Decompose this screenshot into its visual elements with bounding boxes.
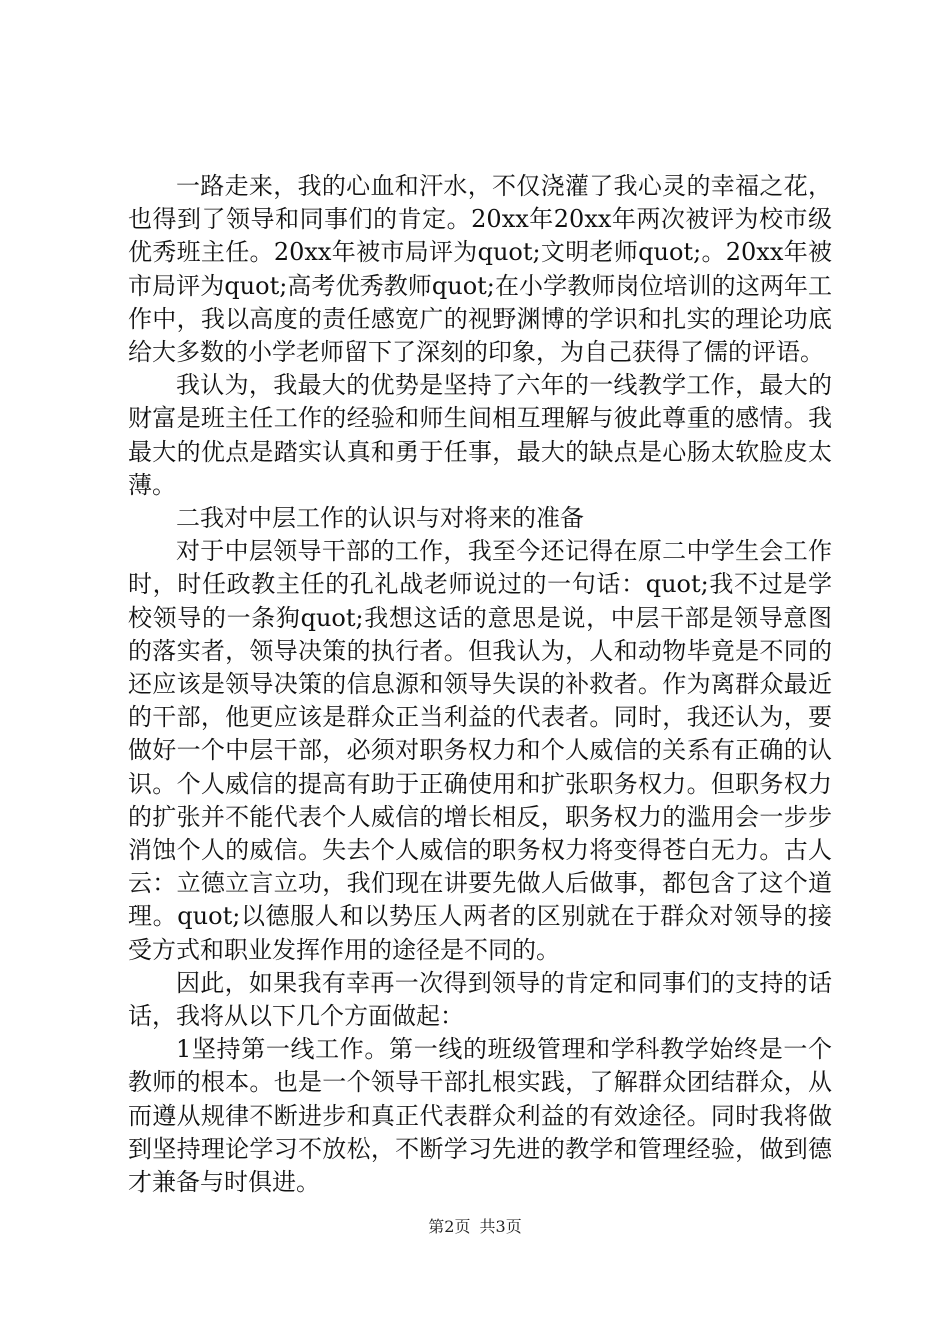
- paragraph-achievements: 一路走来，我的心血和汗水，不仅浇灌了我心灵的幸福之花，也得到了领导和同事们的肯定。20xx年20xx年两次被评为校市级优秀班主任。20xx年被市局评为quot;文明老师quot;。20xx年被市局评为quot;高考优秀教师quot;在小学教师岗位培训的这两年工作中，我以高度的责任感宽广的视野渊博的学识和扎实的理论功底给大多数的小学老师留下了深刻的印象，为自己获得了儒的评语。: [128, 172, 832, 367]
- paragraph-plan-item-1: 1坚持第一线工作。第一线的班级管理和学科教学始终是一个教师的根本。也是一个领导干部扎根实践，了解群众团结群众，从而遵从规律不断进步和真正代表群众利益的有效途径。同时我将做到坚持理论学习不放松，不断学习先进的教学和管理经验，做到德才兼备与时俱进。: [128, 1035, 832, 1197]
- page-total: 共3页: [479, 1217, 522, 1236]
- paragraph-plan-intro: 因此，如果我有幸再一次得到领导的肯定和同事们的支持的话话，我将从以下几个方面做起：: [128, 968, 832, 1031]
- section-heading: 二我对中层工作的认识与对将来的准备: [176, 504, 584, 533]
- page-footer: [0, 1217, 950, 1237]
- paragraph-strengths: 我认为，我最大的优势是坚持了六年的一线教学工作，最大的财富是班主任工作的经验和师生间相互理解与彼此尊重的感情。我最大的优点是踏实认真和勇于任事，最大的缺点是心肠太软脸皮太薄。: [128, 371, 832, 499]
- document-body: [128, 170, 832, 1199]
- page-number: 第2页: [428, 1217, 471, 1236]
- paragraph-middle-management: 对于中层领导干部的工作，我至今还记得在原二中学生会工作时，时任政教主任的孔礼战老师说过的一句话：quot;我不过是学校领导的一条狗quot;我想这话的意思是说，中层干部是领导意图的落实者，领导决策的执行者。但我认为，人和动物毕竟是不同的还应该是领导决策的信息源和领导失误的补救者。作为离群众最近的干部，他更应该是群众正当利益的代表者。同时，我还认为，要做好一个中层干部，必须对职务权力和个人威信的关系有正确的认识。个人威信的提高有助于正确使用和扩张职务权力。但职务权力的扩张并不能代表个人威信的增长相反，职务权力的滥用会一步步消蚀个人的威信。失去个人威信的职务权力将变得苍白无力。古人云：立德立言立功，我们现在讲要先做人后做事，都包含了这个道理。quot;以德服人和以势压人两者的区别就在于群众对领导的接受方式和职业发挥作用的途径是不同的。: [128, 537, 832, 964]
